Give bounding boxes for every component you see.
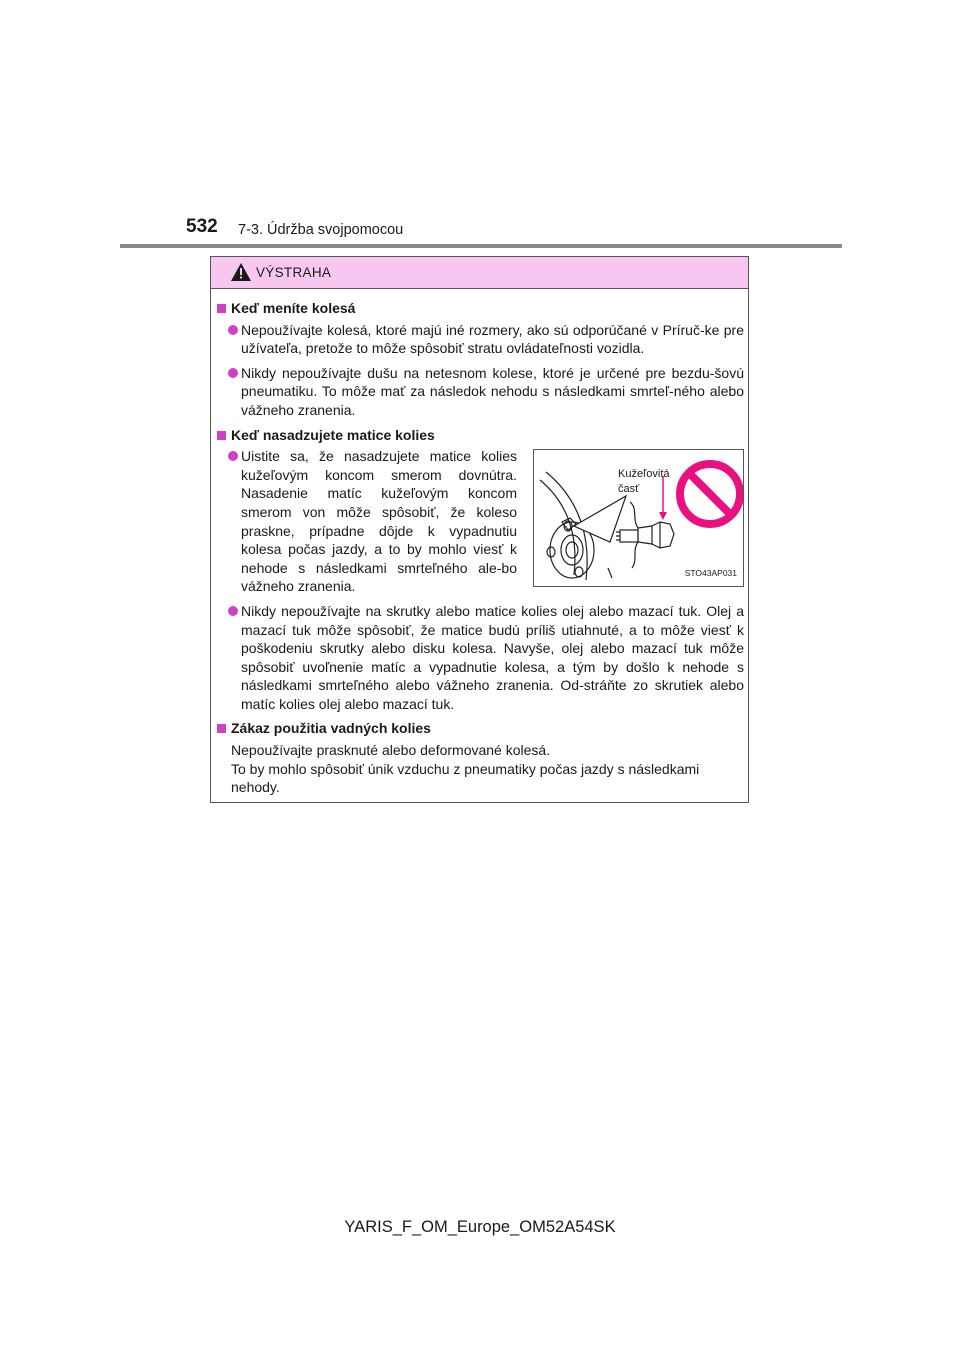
round-bullet-icon xyxy=(228,325,238,335)
warning-content xyxy=(217,299,744,797)
bullet-item: Nikdy nepoužívajte dušu na netesnom kolese, ktoré je určené pre bezdu-šovú pneumatiku. To môže mať za následok nehodu s následkami smrteľ-ného alebo vážneho zranenia. xyxy=(217,364,744,420)
square-bullet-icon xyxy=(217,431,226,440)
warning-label: VÝSTRAHA xyxy=(256,265,332,280)
square-bullet-icon xyxy=(217,724,226,733)
page-number: 532 xyxy=(186,216,218,237)
figure-callout: Kužeľovitá časť xyxy=(618,468,670,496)
bullet-item: Uistite sa, že nasadzujete matice kolies kužeľovým koncom smerom dovnútra. Nasadenie matíc kužeľovým koncom smerom von môže spôsobiť, že koleso praskne, prípadne dôjde k vypadnutiu kolesa počas jazdy, a to by mohlo viesť k nehode s následkami smrteľného ale-bo vážneho zranenia. xyxy=(217,447,517,596)
bullet-item: Nikdy nepoužívajte na skrutky alebo matice kolies olej alebo mazací tuk. Olej a mazací tuk môže spôsobiť, že matice budú príliš utiahnuté, a to môže viesť k poškodeniu skrutky alebo disku kolesa. Navyše, olej alebo mazací tuk môže spôsobiť uvoľnenie matíc a vypadnutie kolesa, a tým by došlo k nehode s následkami smrteľného alebo vážneho zranenia. Od-stráňte zo skrutiek alebo matíc kolies olej alebo mazací tuk. xyxy=(217,602,744,714)
square-bullet-icon xyxy=(217,304,226,313)
figure-code: STO43AP031 xyxy=(684,567,737,578)
header-rule xyxy=(120,244,842,248)
figure-row xyxy=(217,447,744,596)
round-bullet-icon xyxy=(228,368,238,378)
warning-header xyxy=(211,257,748,289)
paragraph: Nepoužívajte prasknuté alebo deformované kolesá. xyxy=(231,742,551,759)
section-heading: Keď nasadzujete matice kolies xyxy=(217,426,744,445)
warning-box xyxy=(210,256,749,803)
wheel-nut-figure xyxy=(533,449,744,587)
section-heading: Keď meníte kolesá xyxy=(217,299,744,318)
bullet-item: Nepoužívajte kolesá, ktoré majú iné rozmery, ako sú odporúčané v Príruč-ke pre užívateľa, pretože to môže spôsobiť stratu ovládateľnosti vozidla. xyxy=(217,321,744,358)
warning-triangle-icon xyxy=(231,263,251,281)
round-bullet-icon xyxy=(228,606,238,616)
section-title: 7-3. Údržba svojpomocou xyxy=(238,222,404,238)
footer-doc-id: YARIS_F_OM_Europe_OM52A54SK xyxy=(344,1218,616,1236)
paragraph: To by mohlo spôsobiť únik vzduchu z pneumatiky počas jazdy s následkami nehody. xyxy=(231,760,700,796)
section-heading: Zákaz použitia vadných kolies xyxy=(217,719,744,738)
round-bullet-icon xyxy=(228,451,238,461)
